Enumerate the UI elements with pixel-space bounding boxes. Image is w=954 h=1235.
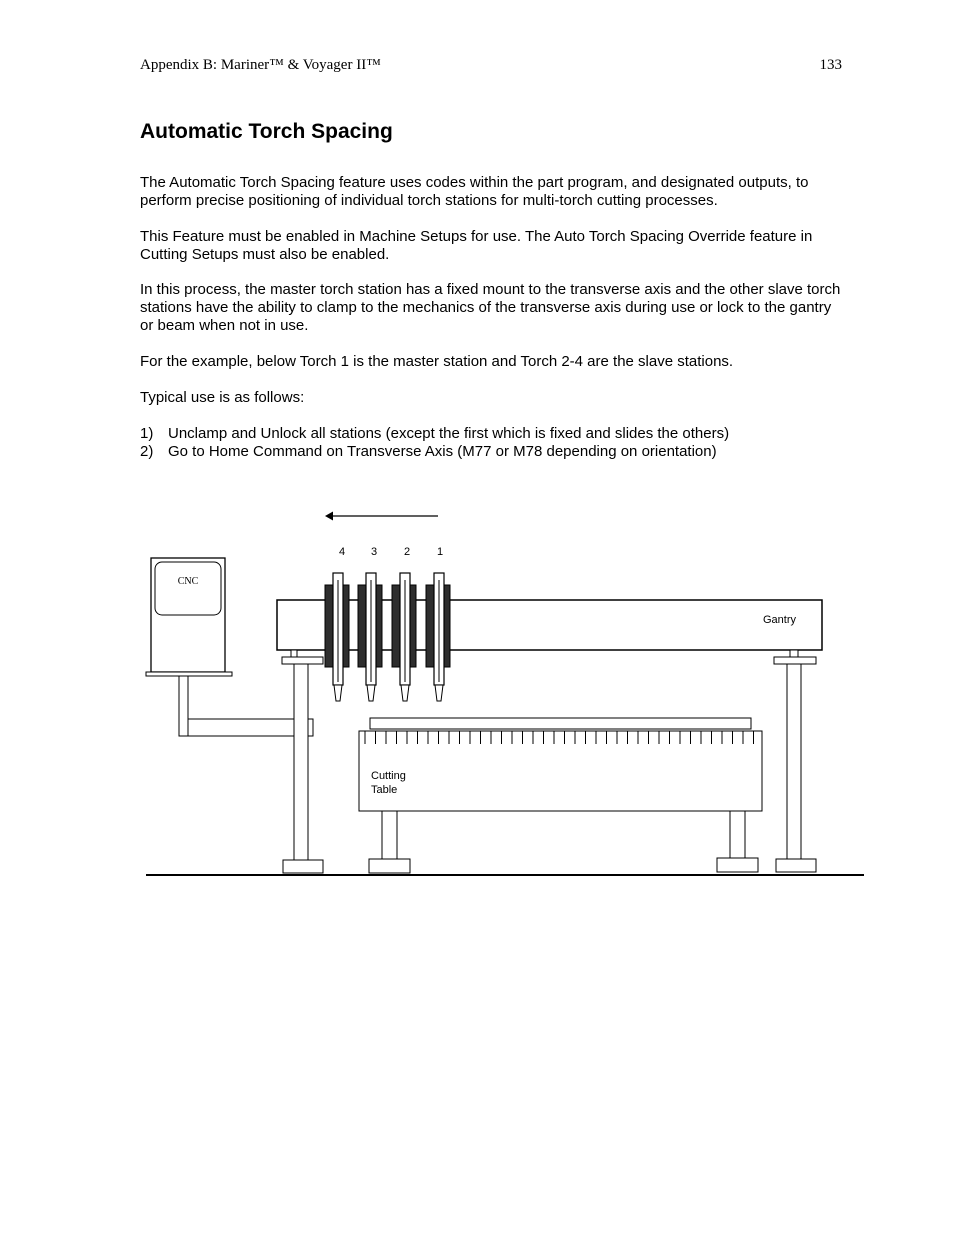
direction-arrow xyxy=(325,512,438,521)
paragraph-typical-use: Typical use is as follows: xyxy=(140,389,305,406)
page-number: 133 xyxy=(819,57,842,73)
page-header-title: Appendix B: Mariner™ & Voyager II™ xyxy=(140,57,381,73)
torch-station-2 xyxy=(392,573,416,701)
torch-number-3: 3 xyxy=(370,546,378,558)
paragraph-intro: The Automatic Torch Spacing feature uses codes within the part program, and designated outputs, to perform precise positioning of individual torch stations for multi-torch cutting processes. xyxy=(140,174,809,209)
gantry-leg-right xyxy=(774,650,816,872)
paragraph-enable: This Feature must be enabled in Machine Setups for use. The Auto Torch Spacing Override feature in Cutting Setups must also be enabled. xyxy=(140,228,813,263)
table-label-line1: Cutting xyxy=(371,770,406,782)
cnc-label: CNC xyxy=(177,576,199,587)
step-number: 2) xyxy=(140,443,154,460)
torch-station-4 xyxy=(325,573,349,701)
gantry-label: Gantry xyxy=(763,614,797,626)
torch-number-2: 2 xyxy=(403,546,411,558)
torch-number-1: 1 xyxy=(436,546,444,558)
cutting-table xyxy=(359,718,762,873)
step-text: Go to Home Command on Transverse Axis (M77 or M78 depending on orientation) xyxy=(168,443,717,460)
torch-station-1 xyxy=(426,573,450,701)
torch-number-4: 4 xyxy=(338,546,346,558)
paragraph-example: For the example, below Torch 1 is the master station and Torch 2-4 are the slave stations. xyxy=(140,353,734,370)
step-number: 1) xyxy=(140,425,154,442)
gantry-leg-left xyxy=(282,650,323,873)
torch-station-3 xyxy=(358,573,382,701)
paragraph-process: In this process, the master torch station has a fixed mount to the transverse axis and the other slave torch stations have the ability to clamp to the mechanics of the transverse axis during use or lock to the gantry or beam when not in use. xyxy=(140,281,841,334)
table-label-line2: Table xyxy=(371,784,398,796)
section-title: Automatic Torch Spacing xyxy=(140,120,393,143)
step-text: Unclamp and Unlock all stations (except the first which is fixed and slides the others) xyxy=(168,425,730,442)
